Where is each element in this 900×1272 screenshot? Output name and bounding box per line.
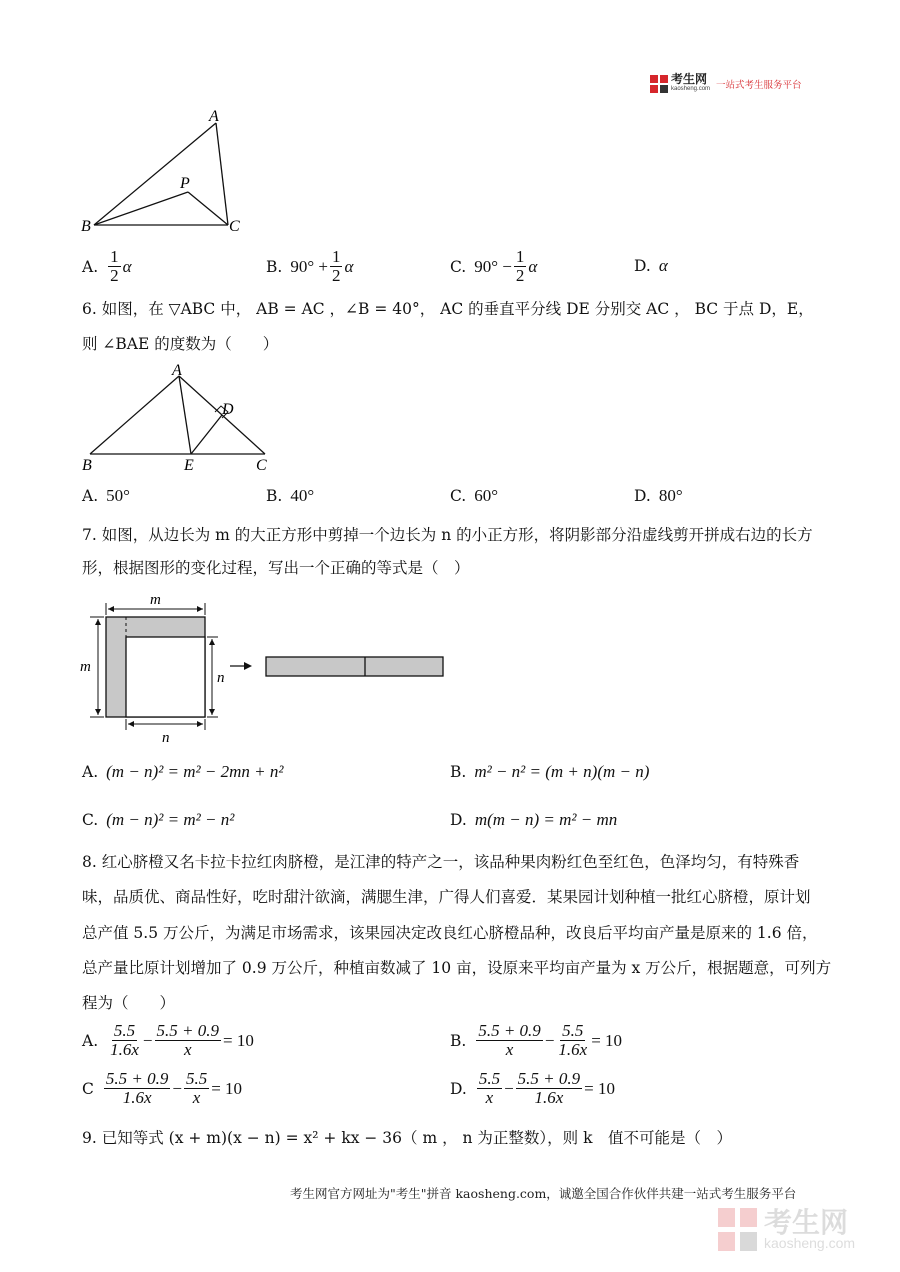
fig6-label-e: E: [184, 457, 194, 474]
q8-text-line1: 8. 红心脐橙又名卡拉卡拉红肉脐橙，是江津的特产之一，该品种果肉粉红色至红色，色泽均匀，有特殊香: [82, 853, 800, 871]
q7-text-line2: 形，根据图形的变化过程，写出一个正确的等式是（ ）: [82, 559, 470, 577]
q7-figure: [78, 590, 458, 746]
fig6-label-d: D: [222, 401, 234, 418]
kaosheng-logo-icon: [650, 75, 668, 93]
q6-option-d: D. 80°: [634, 486, 683, 505]
q7-option-a: A. (m − n)² = m² − 2mn + n²: [82, 762, 284, 781]
q5-option-c: C. 90° − $\frac{1}{2}$ α: [450, 247, 538, 285]
fig5-label-p: P: [180, 175, 190, 192]
logo-cn: 考生网: [671, 72, 708, 86]
q5-figure: [78, 105, 258, 235]
footer-text: 考生网官方网址为"考生"拼音 kaosheng.com，诚邀全国合作伙伴共建一站式考生服务平台: [290, 1186, 797, 1201]
q6-option-c: C. 60°: [450, 486, 499, 505]
q8-option-b: B. $\frac{5.5 + 0.9}{x}$ − $\frac{5.5}{1.6x}$ = 10: [450, 1021, 623, 1059]
q8-text-line4: 总产量比原计划增加了 0.9 万公斤，种植亩数减了 10 亩，设原来平均亩产量为 x 万公斤，根据题意，可列方: [82, 959, 832, 977]
fig5-label-c: C: [229, 218, 240, 235]
q8-option-d: D. $\frac{5.5}{x}$ − $\frac{5.5 + 0.9}{1.6x}$ = 10: [450, 1069, 615, 1107]
fraction: $\frac{5.5 + 0.9}{1.6x}$: [105, 1069, 169, 1107]
q8-text-line3: 总产值 5.5 万公斤，为满足市场需求，该果园决定改良红心脐橙品种，改良后平均亩产量是原来的 1.6 倍，: [82, 924, 818, 942]
fraction: $\frac{5.5}{x}$: [185, 1069, 208, 1107]
q6-text-line2: 则 ∠BAE 的度数为（ ）: [82, 335, 279, 353]
header-logo: [650, 74, 802, 94]
fig7-label-m-top: m: [150, 592, 161, 608]
q7-option-b: B. m² − n² = (m + n)(m − n): [450, 762, 650, 781]
fraction: $\frac{5.5}{1.6x}$: [110, 1021, 139, 1059]
fraction: $\frac{5.5}{1.6x}$: [558, 1021, 588, 1059]
watermark: [718, 1208, 855, 1252]
q8-text-line2: 味，品质优、商品性好，吃时甜汁欲滴，满腮生津，广得人们喜爱．某果园计划种植一批红心脐橙，原计划: [82, 888, 811, 906]
q8-option-c: C $\frac{5.5 + 0.9}{1.6x}$ − $\frac{5.5}{x}$ = 10: [82, 1069, 243, 1107]
q7-text-line1: 7. 如图，从边长为 m 的大正方形中剪掉一个边长为 n 的小正方形，将阴影部分沿虚线剪开拼成右边的长方: [82, 526, 813, 544]
q6-option-b: B. 40°: [266, 486, 315, 505]
fraction: $\frac{1}{2}$: [110, 247, 119, 285]
fig7-label-n-right: n: [217, 670, 225, 686]
q6-figure: [78, 360, 278, 476]
fig6-label-c: C: [256, 457, 267, 474]
fraction: $\frac{5.5 + 0.9}{x}$: [478, 1021, 541, 1059]
fig6-label-b: B: [82, 457, 92, 474]
q5-option-d: D. α: [634, 256, 668, 275]
fig5-label-a: A: [209, 108, 219, 125]
fraction: $\frac{5.5 + 0.9}{x}$: [156, 1021, 219, 1059]
fraction: $\frac{5.5}{x}$: [478, 1069, 501, 1107]
fraction: $\frac{1}{2}$: [331, 247, 341, 285]
q5-option-a: A. $\frac{1}{2}$ α: [82, 247, 132, 285]
q7-option-d: D. m(m − n) = m² − mn: [450, 810, 618, 829]
fig5-label-b: B: [81, 218, 91, 235]
q8-option-a: A. $\frac{5.5}{1.6x}$ − $\frac{5.5 + 0.9}{x}$ = 10: [82, 1021, 254, 1059]
q5-option-b: B. 90° + $\frac{1}{2}$ α: [266, 247, 354, 285]
q6-text-line1: 6. 如图，在 ▽ABC 中， AB = AC ，∠B = 40°， AC 的垂直平分线 DE 分别交 AC ， BC 于点 D，E，: [82, 300, 814, 318]
q6-option-a: A. 50°: [82, 486, 130, 505]
q9-text-line1: 9. 已知等式 (x + m)(x − n) = x² + kx − 36（ m ， n 为正整数），则 k 值不可能是（ ）: [82, 1129, 732, 1147]
fraction: $\frac{5.5 + 0.9}{1.6x}$: [517, 1069, 581, 1107]
q8-text-line5: 程为（ ）: [82, 994, 176, 1012]
watermark-logo-icon: [718, 1208, 758, 1252]
fig6-label-a: A: [172, 362, 182, 379]
fraction: $\frac{1}{2}$: [515, 247, 525, 285]
q7-option-c: C. (m − n)² = m² − n²: [82, 810, 235, 829]
watermark-cn: 考生网: [764, 1206, 849, 1239]
logo-en: kaosheng.com: [671, 86, 711, 92]
watermark-en: kaosheng.com: [764, 1235, 856, 1251]
fig7-label-m-left: m: [80, 659, 91, 675]
logo-slogan: 一站式考生服务平台: [716, 80, 802, 91]
fig7-label-n-bottom: n: [162, 730, 170, 746]
